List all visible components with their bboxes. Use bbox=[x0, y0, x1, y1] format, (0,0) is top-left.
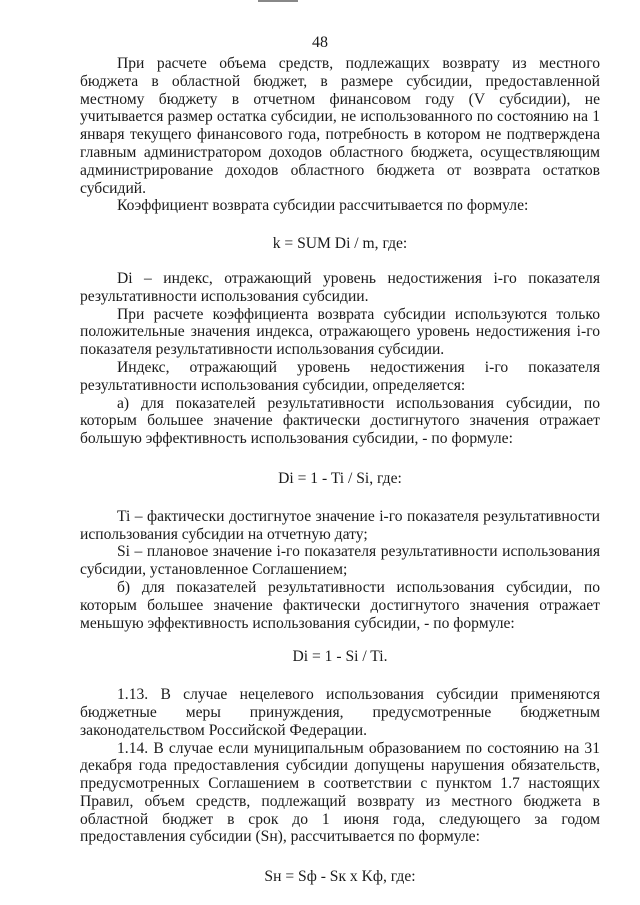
paragraph-index-determined: Индекс, отражающий уровень недостижения i-го показателя результативности использования субсидии, определяется: bbox=[80, 358, 600, 394]
document-body bbox=[80, 55, 600, 886]
paragraph-si-definition: Si – плановое значение i-го показателя результативности использования субсидии, установленное Соглашением; bbox=[80, 543, 600, 579]
formula-di-a: Di = 1 - Ti / Si, где: bbox=[278, 469, 402, 487]
paragraph-positive-values: При расчете коэффициента возврата субсидии используются только положительные значения индекса, отражающего уровень недостижения i-го показателя результативности использования субсидии. bbox=[80, 305, 600, 359]
formula-sn: Sн = Sф - Sк x Kф, где: bbox=[264, 868, 416, 886]
paragraph-di-definition: Di – индекс, отражающий уровень недостижения i-го показателя результативности использования субсидии. bbox=[80, 269, 600, 305]
page-number: 48 bbox=[312, 34, 328, 51]
formula-di-b: Di = 1 - Si / Ti. bbox=[292, 648, 388, 666]
paragraph-1-14: 1.14. В случае если муниципальным образованием по состоянию на 31 декабря года предоставления субсидии допущены нарушения обязательств, предусмотренных Соглашением в соответствии с пунктом 1.7 настоящих Правил, объем средств, подлежащий возврату из местного бюджета в областной бюджет в срок до 1 июня года, следующего за годом предоставления субсидии (Sн), рассчитывается по формуле: bbox=[80, 739, 600, 846]
paragraph-return-calculation: При расчете объема средств, подлежащих возврату из местного бюджета в областной бюджет, в размере субсидии, предоставленной местному бюджету в отчетном финансовом году (V субсидии), не учитывается размер остатка субсидии, не использованного по состоянию на 1 января текущего финансового года, потребность в котором не подтверждена главным администратором доходов областного бюджета, осуществляющим администрирование доходов областного бюджета от возврата остатков субсидий. bbox=[80, 55, 600, 197]
paragraph-coefficient-intro: Коэффициент возврата субсидии рассчитывается по формуле: bbox=[117, 197, 529, 215]
paragraph-ti-definition: Ti – фактически достигнутое значение i-го показателя результативности использования субсидии на отчетную дату; bbox=[80, 507, 600, 543]
top-edge-mark bbox=[258, 0, 298, 2]
formula-k: k = SUM Di / m, где: bbox=[272, 235, 408, 253]
paragraph-case-b: б) для показателей результативности использования субсидии, по которым большее значение фактически достигнутого значения отражает меньшую эффективность использования субсидии, - по формуле: bbox=[80, 578, 600, 632]
paragraph-1-13: 1.13. В случае нецелевого использования субсидии применяются бюджетные меры принуждения, предусмотренные бюджетным законодательством Российской Федерации. bbox=[80, 686, 600, 739]
paragraph-case-a: а) для показателей результативности использования субсидии, по которым большее значение фактически достигнутого значения отражает большую эффективность использования субсидии, - по формуле: bbox=[80, 394, 600, 448]
